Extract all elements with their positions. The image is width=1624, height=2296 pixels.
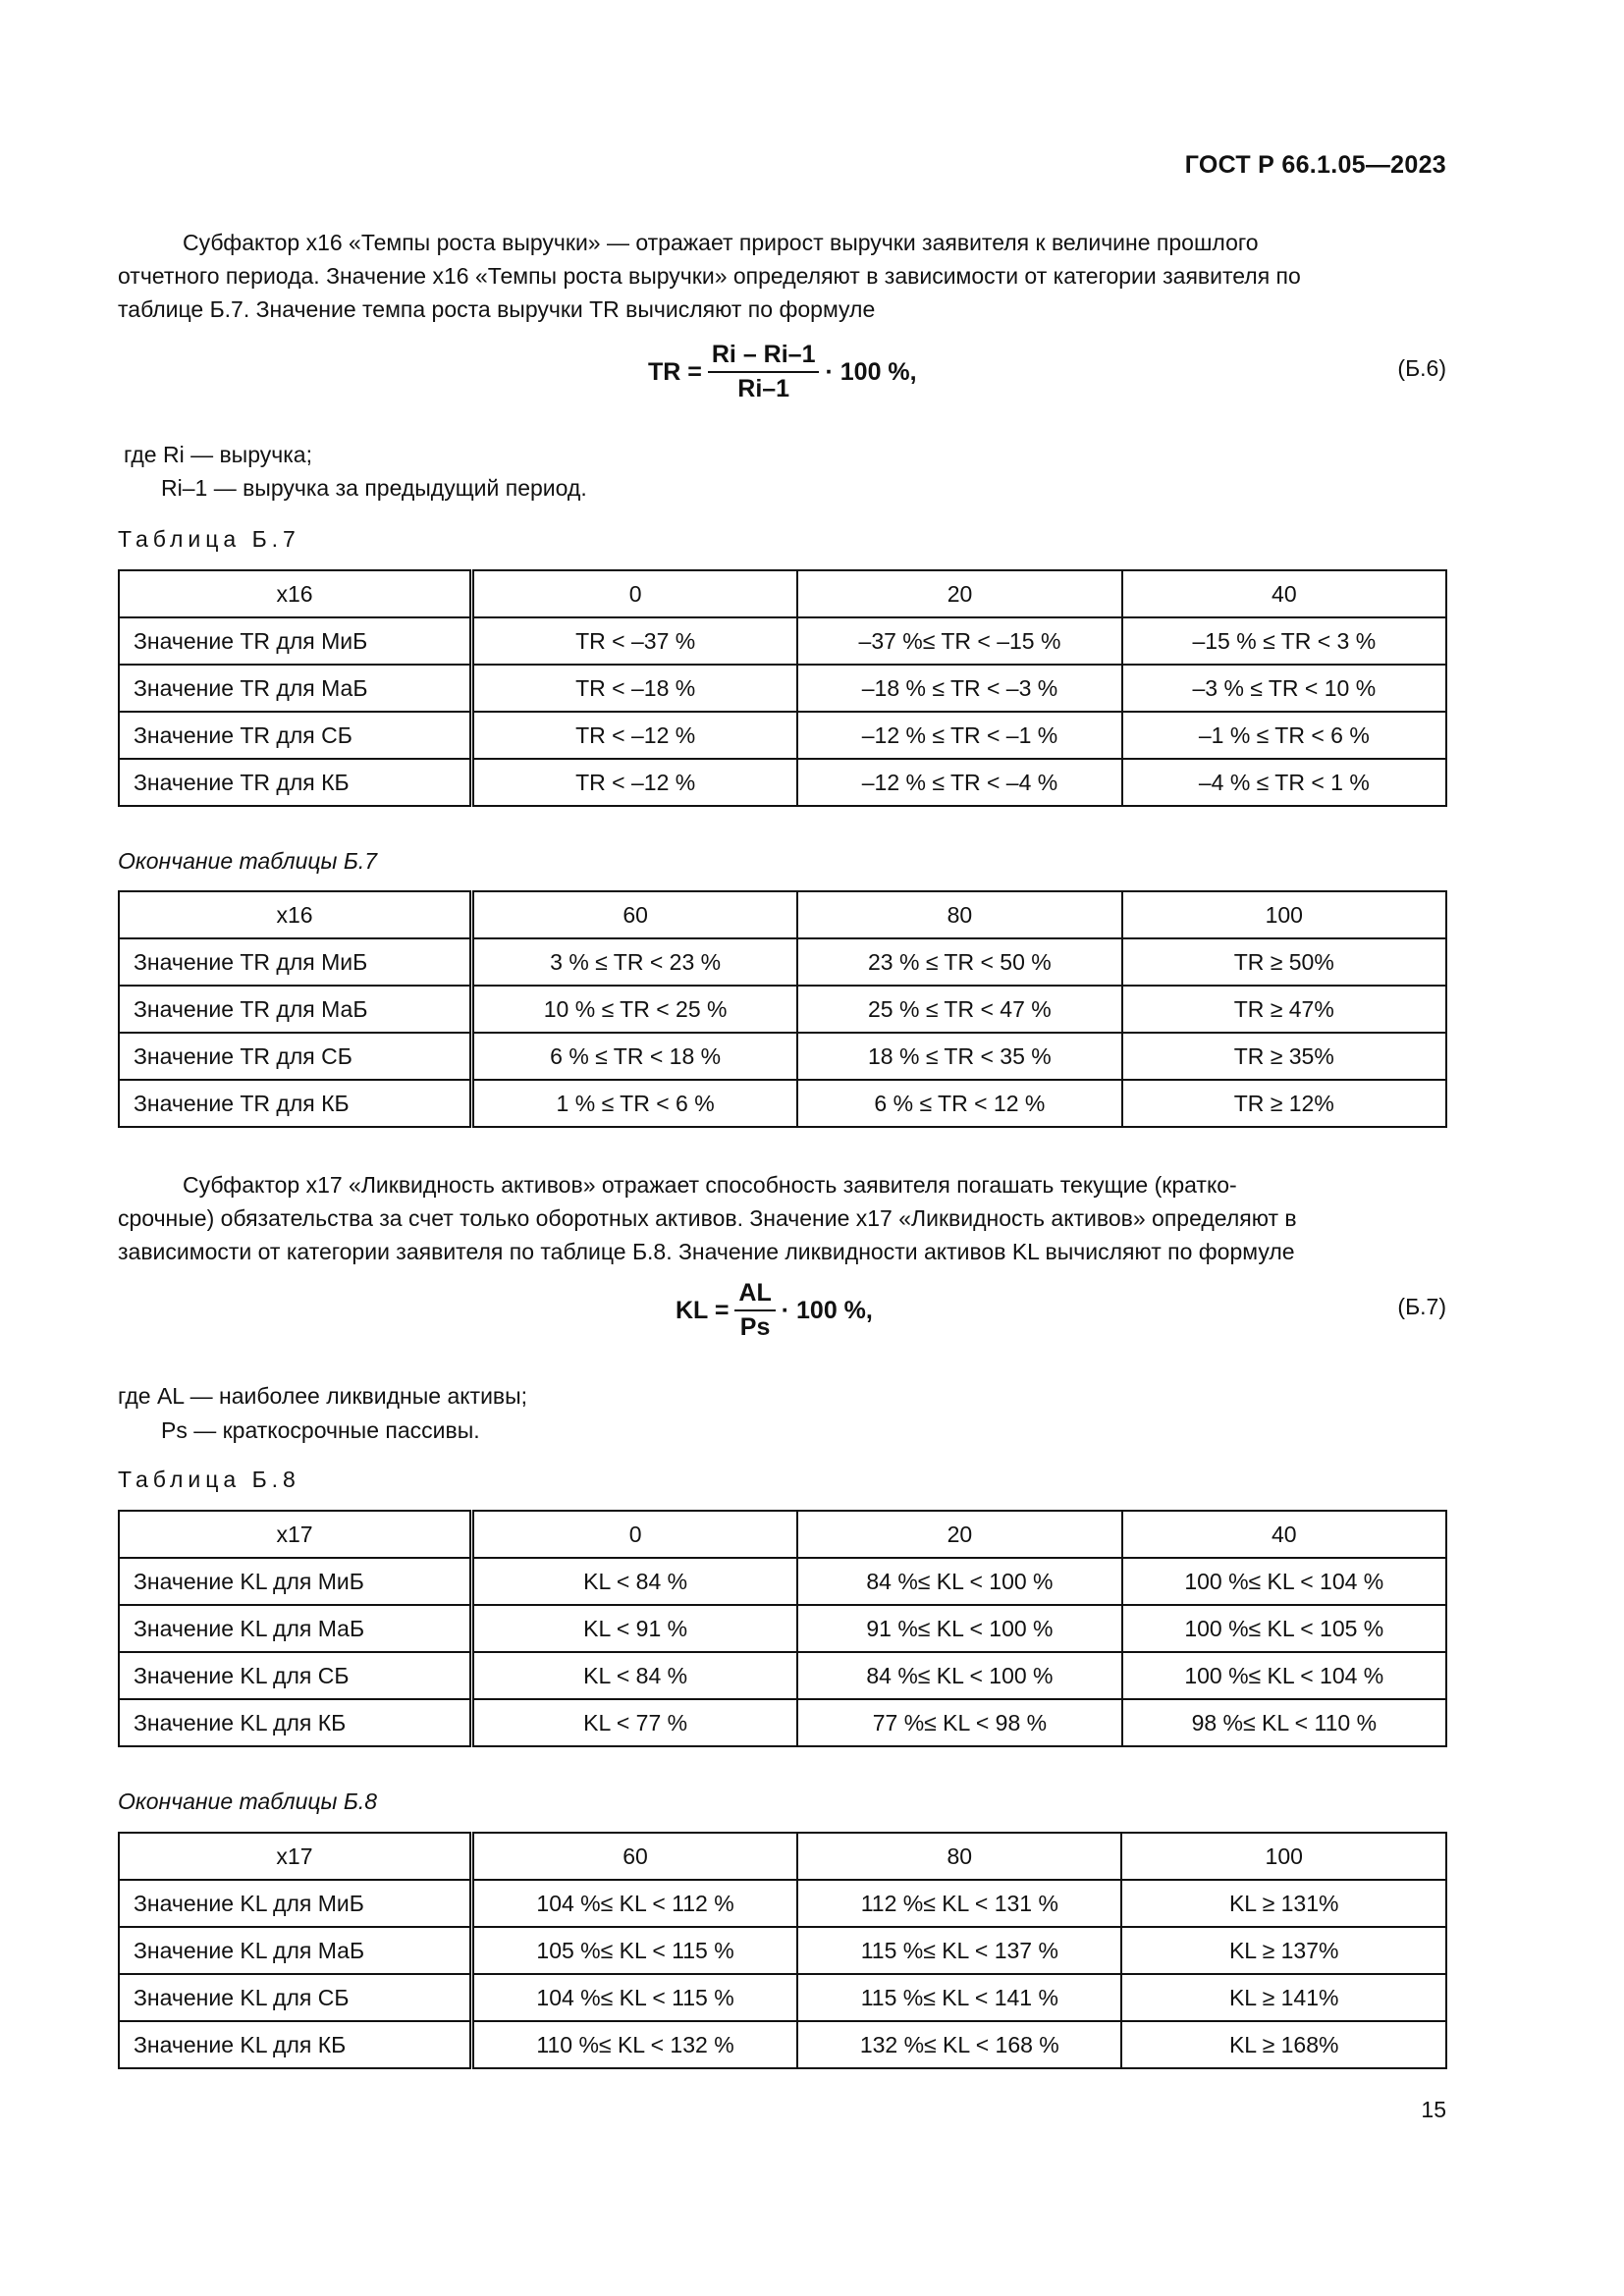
- table-header-row: [119, 570, 1446, 617]
- table-cell: 115 %≤ KL < 137 %: [797, 1927, 1121, 1974]
- table-row: [119, 712, 1446, 759]
- table-row-label: Значение TR для МиБ: [119, 617, 472, 665]
- table-cell: KL < 84 %: [472, 1558, 798, 1605]
- table-row-label: Значение TR для КБ: [119, 759, 472, 806]
- table-cell: TR ≥ 12%: [1122, 1080, 1446, 1127]
- where-b7-line1: где AL — наиболее ликвидные активы;: [118, 1383, 528, 1409]
- table-cell: 105 %≤ KL < 115 %: [471, 1927, 797, 1974]
- table-cell: 100 %≤ KL < 104 %: [1122, 1558, 1446, 1605]
- table-cell: 1 % ≤ TR < 6 %: [471, 1080, 797, 1127]
- table-row: [119, 1880, 1446, 1927]
- table-cell: 3 % ≤ TR < 23 %: [471, 938, 797, 986]
- table-row-label: Значение KL для КБ: [119, 1699, 472, 1746]
- table-row-label: Значение TR для МиБ: [119, 938, 471, 986]
- table-header-cell: x16: [119, 891, 471, 938]
- formula-fraction: [708, 341, 820, 403]
- table-row-label: Значение KL для МиБ: [119, 1558, 472, 1605]
- table-row: [119, 1974, 1446, 2021]
- table-cell: 91 %≤ KL < 100 %: [797, 1605, 1121, 1652]
- formula-expression: [676, 1266, 873, 1355]
- table-cell: 84 %≤ KL < 100 %: [797, 1558, 1121, 1605]
- formula-denominator: Ri–1: [737, 375, 790, 402]
- table-header-cell: 100: [1121, 1833, 1446, 1880]
- formula-tail: · 100 %,: [825, 357, 917, 386]
- paragraph-b27-line3: зависимости от категории заявителя по таблице Б.8. Значение ликвидности активов KL вычисляют по формуле: [118, 1239, 1295, 1264]
- table-row: [119, 1699, 1446, 1746]
- table-row: [119, 1652, 1446, 1699]
- table-cell: KL ≥ 131%: [1121, 1880, 1446, 1927]
- table-cell: 104 %≤ KL < 115 %: [471, 1974, 797, 2021]
- page-number: 15: [1421, 2097, 1446, 2122]
- table-b7: [118, 569, 1447, 807]
- formula-lhs: KL =: [676, 1296, 730, 1324]
- table-cell: 6 % ≤ TR < 12 %: [797, 1080, 1121, 1127]
- table-cell: KL ≥ 168%: [1121, 2021, 1446, 2068]
- paragraph-b26: [118, 226, 1446, 326]
- table-b8-end-caption: Окончание таблицы Б.8: [118, 1789, 378, 1814]
- table-cell: 132 %≤ KL < 168 %: [797, 2021, 1121, 2068]
- table-header-cell: 60: [471, 891, 797, 938]
- table-row: [119, 1033, 1446, 1080]
- table-row-label: Значение KL для СБ: [119, 1652, 472, 1699]
- table-header-cell: 0: [472, 570, 798, 617]
- formula-numerator: Ri – Ri–1: [708, 341, 820, 373]
- table-row-label: Значение KL для МиБ: [119, 1880, 471, 1927]
- table-b8-end: [118, 1832, 1447, 2069]
- table-row: [119, 759, 1446, 806]
- where-b6-line1: где Ri — выручка;: [124, 442, 312, 467]
- table-cell: TR < –37 %: [472, 617, 798, 665]
- where-b7-line2: Ps — краткосрочные пассивы.: [161, 1417, 480, 1443]
- formula-number: (Б.6): [1397, 355, 1446, 381]
- table-cell: –12 % ≤ TR < –4 %: [797, 759, 1121, 806]
- table-cell: 100 %≤ KL < 105 %: [1122, 1605, 1446, 1652]
- table-cell: –37 %≤ TR < –15 %: [797, 617, 1121, 665]
- table-row: [119, 617, 1446, 665]
- table-cell: 112 %≤ KL < 131 %: [797, 1880, 1121, 1927]
- table-header-cell: 40: [1122, 1511, 1446, 1558]
- where-b6-line2: Ri–1 — выручка за предыдущий период.: [161, 475, 587, 501]
- table-cell: TR < –12 %: [472, 759, 798, 806]
- table-cell: KL < 84 %: [472, 1652, 798, 1699]
- table-header-cell: 100: [1122, 891, 1446, 938]
- table-cell: KL < 91 %: [472, 1605, 798, 1652]
- table-row-label: Значение TR для СБ: [119, 1033, 471, 1080]
- table-row: [119, 1080, 1446, 1127]
- table-row: [119, 1558, 1446, 1605]
- formula-b6: [0, 328, 1624, 416]
- formula-numerator: AL: [734, 1279, 775, 1311]
- table-cell: 110 %≤ KL < 132 %: [471, 2021, 797, 2068]
- table-cell: KL ≥ 141%: [1121, 1974, 1446, 2021]
- table-cell: TR < –18 %: [472, 665, 798, 712]
- table-row-label: Значение KL для МаБ: [119, 1927, 471, 1974]
- paragraph-b27-line2: срочные) обязательства за счет только оборотных активов. Значение x17 «Ликвидность активов» определяют в: [118, 1205, 1297, 1231]
- table-cell: –15 % ≤ TR < 3 %: [1122, 617, 1446, 665]
- table-cell: –3 % ≤ TR < 10 %: [1122, 665, 1446, 712]
- table-row-label: Значение TR для КБ: [119, 1080, 471, 1127]
- table-cell: 104 %≤ KL < 112 %: [471, 1880, 797, 1927]
- table-header-cell: x17: [119, 1511, 472, 1558]
- formula-expression: [648, 328, 917, 416]
- table-row-label: Значение KL для СБ: [119, 1974, 471, 2021]
- formula-lhs: TR =: [648, 357, 702, 386]
- table-row-label: Значение KL для КБ: [119, 2021, 471, 2068]
- table-cell: 10 % ≤ TR < 25 %: [471, 986, 797, 1033]
- table-header-cell: x17: [119, 1833, 471, 1880]
- table-cell: –4 % ≤ TR < 1 %: [1122, 759, 1446, 806]
- table-row: [119, 1927, 1446, 1974]
- formula-b7: [0, 1266, 1624, 1355]
- standard-header: ГОСТ Р 66.1.05—2023: [1184, 151, 1446, 179]
- table-header-row: [119, 891, 1446, 938]
- table-header-cell: 80: [797, 891, 1121, 938]
- table-b7-caption: Таблица Б.7: [118, 526, 300, 552]
- formula-denominator: Ps: [739, 1313, 771, 1341]
- table-cell: TR ≥ 47%: [1122, 986, 1446, 1033]
- table-header-row: [119, 1833, 1446, 1880]
- table-cell: TR < –12 %: [472, 712, 798, 759]
- table-cell: –12 % ≤ TR < –1 %: [797, 712, 1121, 759]
- paragraph-b26-line1: [118, 226, 1446, 259]
- table-header-cell: 60: [471, 1833, 797, 1880]
- table-cell: KL ≥ 137%: [1121, 1927, 1446, 1974]
- table-b7-end: [118, 890, 1447, 1128]
- table-row-label: Значение KL для МаБ: [119, 1605, 472, 1652]
- table-cell: 18 % ≤ TR < 35 %: [797, 1033, 1121, 1080]
- table-header-cell: 0: [472, 1511, 798, 1558]
- table-cell: –18 % ≤ TR < –3 %: [797, 665, 1121, 712]
- table-header-row: [119, 1511, 1446, 1558]
- table-b8-caption: Таблица Б.8: [118, 1467, 300, 1492]
- table-cell: KL < 77 %: [472, 1699, 798, 1746]
- table-header-cell: 20: [797, 570, 1121, 617]
- table-cell: 100 %≤ KL < 104 %: [1122, 1652, 1446, 1699]
- table-cell: 6 % ≤ TR < 18 %: [471, 1033, 797, 1080]
- table-cell: 115 %≤ KL < 141 %: [797, 1974, 1121, 2021]
- table-row-label: Значение TR для МаБ: [119, 665, 472, 712]
- table-row-label: Значение TR для МаБ: [119, 986, 471, 1033]
- table-row: [119, 1605, 1446, 1652]
- table-row: [119, 2021, 1446, 2068]
- paragraph-line: Субфактор x17 «Ликвидность активов» отражает способность заявителя погашать текущие (кратко-: [183, 1172, 1237, 1198]
- table-cell: –1 % ≤ TR < 6 %: [1122, 712, 1446, 759]
- table-header-cell: 80: [797, 1833, 1121, 1880]
- table-cell: 77 %≤ KL < 98 %: [797, 1699, 1121, 1746]
- table-row: [119, 986, 1446, 1033]
- table-b8: [118, 1510, 1447, 1747]
- paragraph-b26-line3: таблице Б.7. Значение темпа роста выручки TR вычисляют по формуле: [118, 296, 876, 322]
- paragraph-b27-line1: [118, 1168, 1446, 1201]
- table-cell: TR ≥ 35%: [1122, 1033, 1446, 1080]
- formula-fraction: [734, 1279, 775, 1342]
- table-cell: 84 %≤ KL < 100 %: [797, 1652, 1121, 1699]
- paragraph-b26-line2: отчетного периода. Значение x16 «Темпы роста выручки» определяют в зависимости от категории заявителя по: [118, 263, 1301, 289]
- table-header-cell: 20: [797, 1511, 1121, 1558]
- formula-tail: · 100 %,: [781, 1296, 873, 1324]
- formula-number: (Б.7): [1397, 1294, 1446, 1319]
- table-cell: 25 % ≤ TR < 47 %: [797, 986, 1121, 1033]
- paragraph-b27: [118, 1168, 1446, 1268]
- paragraph-line: Субфактор x16 «Темпы роста выручки» — отражает прирост выручки заявителя к величине прошлого: [183, 230, 1259, 255]
- table-header-cell: x16: [119, 570, 472, 617]
- table-row: [119, 665, 1446, 712]
- table-row: [119, 938, 1446, 986]
- table-header-cell: 40: [1122, 570, 1446, 617]
- table-row-label: Значение TR для СБ: [119, 712, 472, 759]
- table-cell: TR ≥ 50%: [1122, 938, 1446, 986]
- table-cell: 98 %≤ KL < 110 %: [1122, 1699, 1446, 1746]
- table-cell: 23 % ≤ TR < 50 %: [797, 938, 1121, 986]
- table-b7-end-caption: Окончание таблицы Б.7: [118, 848, 378, 874]
